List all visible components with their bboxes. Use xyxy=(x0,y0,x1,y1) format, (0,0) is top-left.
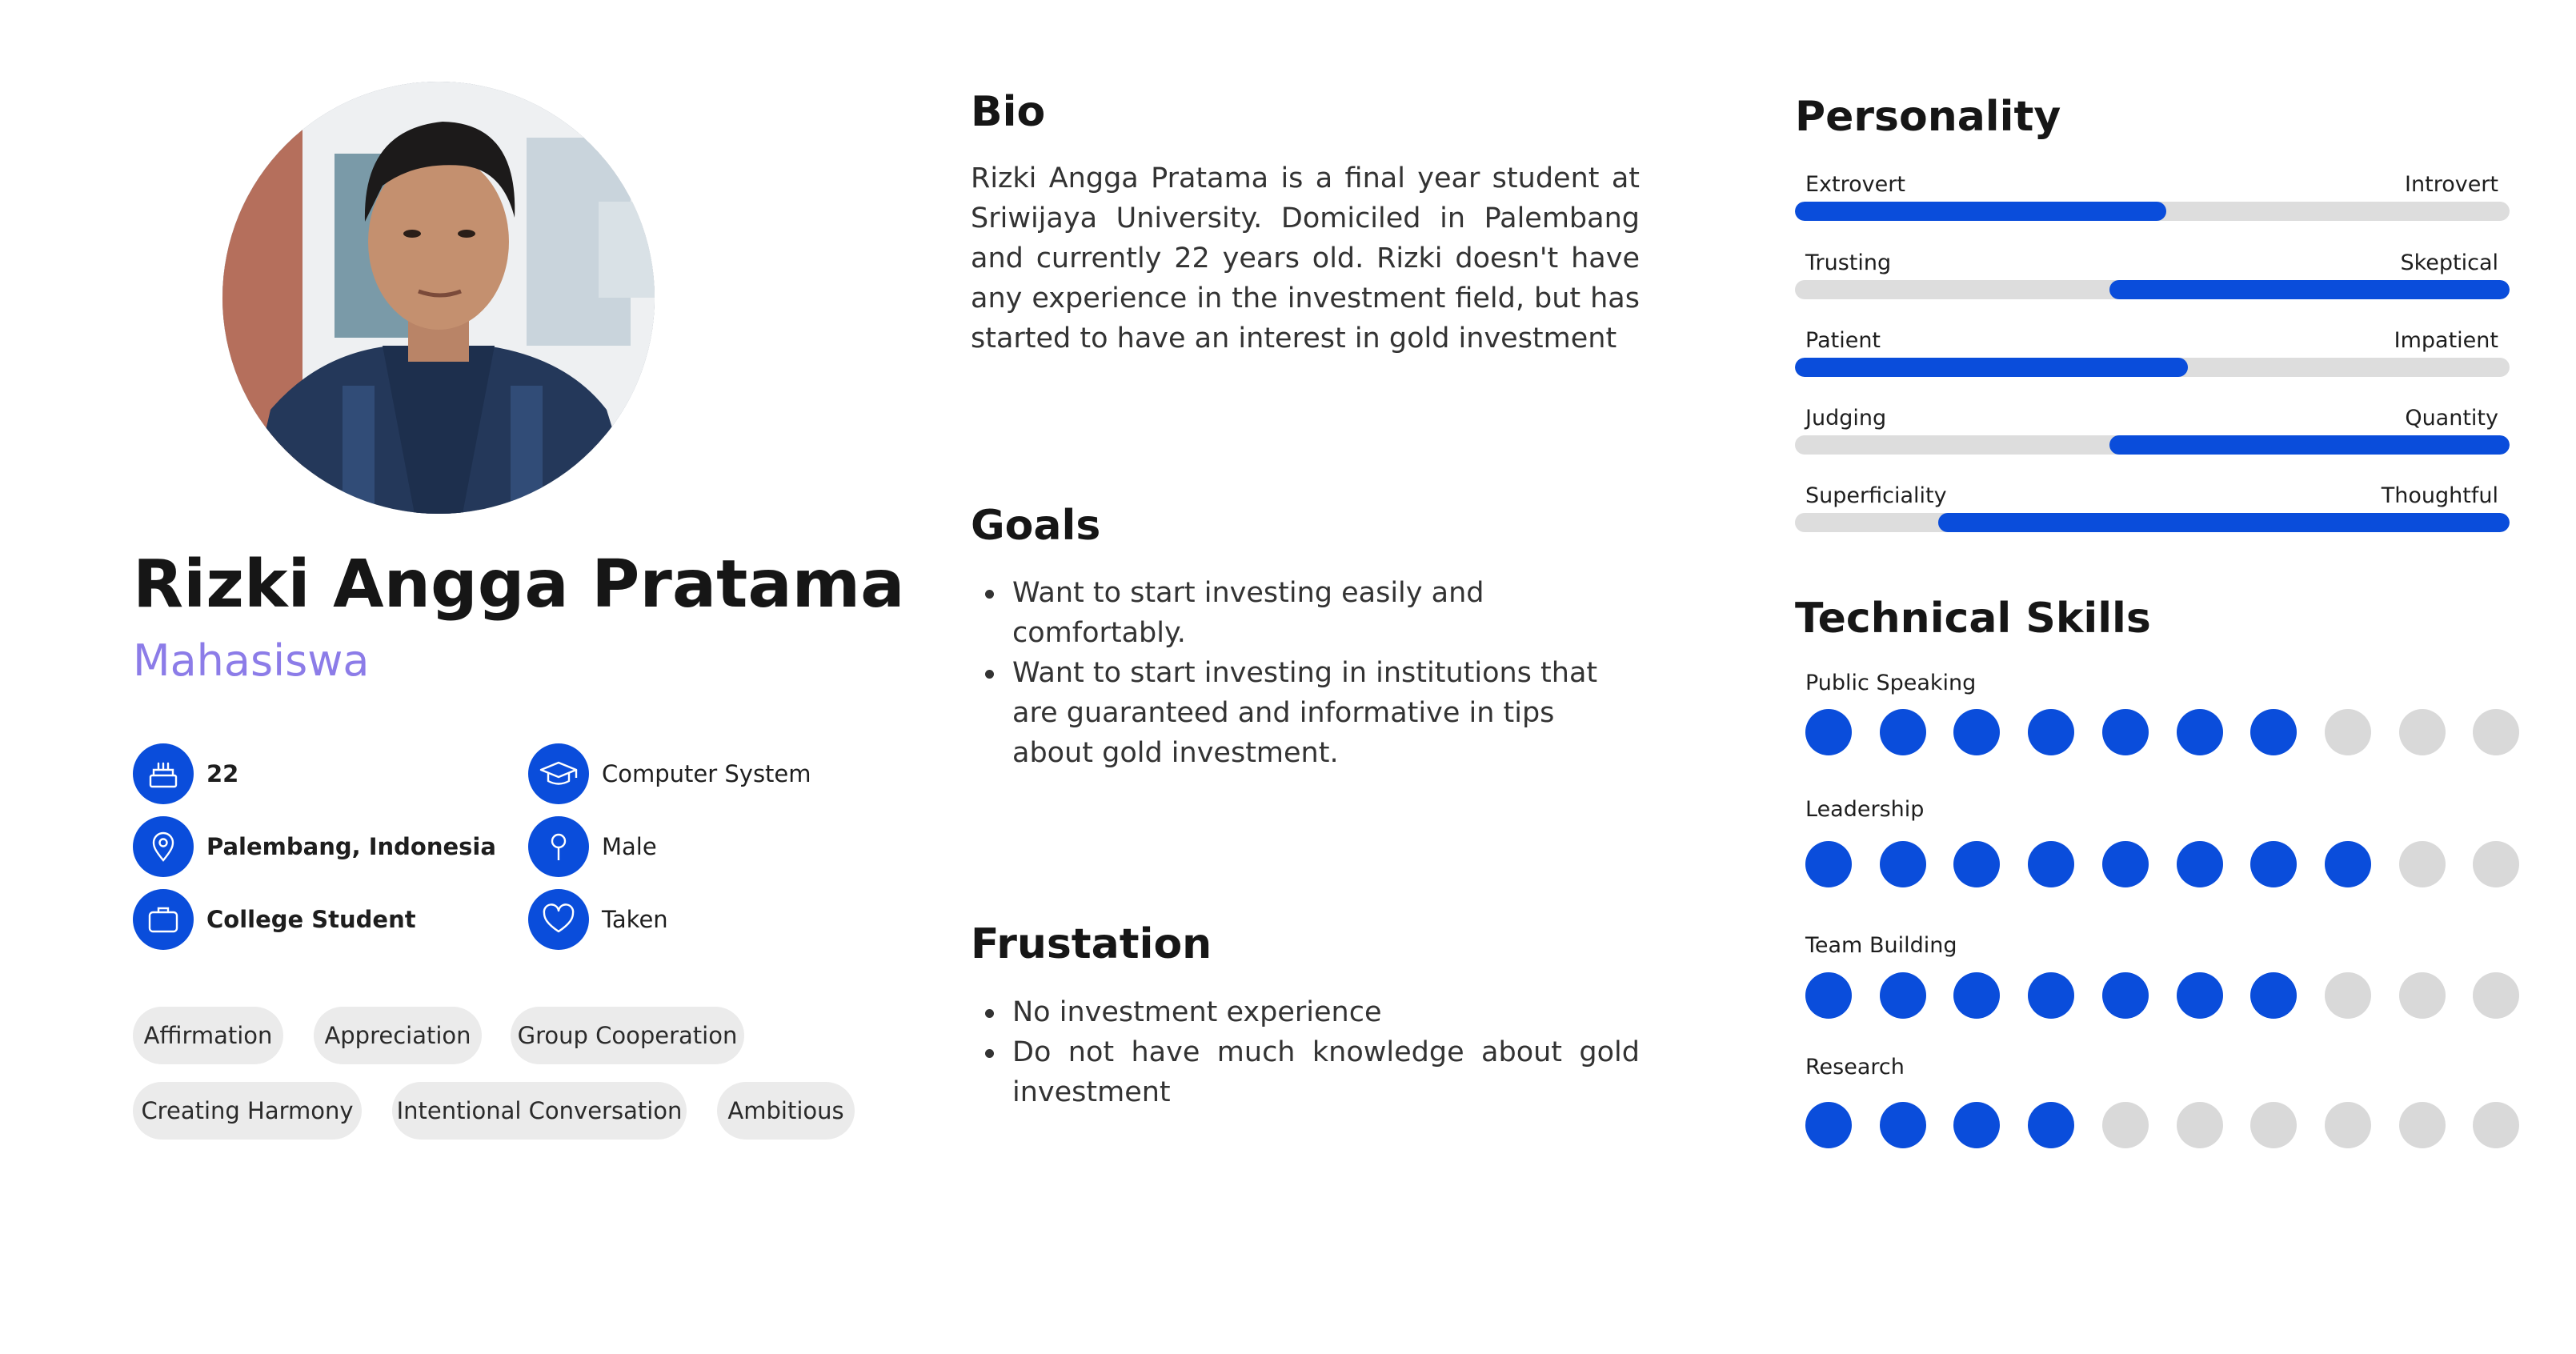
list-item: Do not have much knowledge about gold investment xyxy=(971,1032,1640,1112)
skill-rating-dot xyxy=(2325,972,2371,1019)
trait-slider-fill xyxy=(2109,435,2510,455)
skill-rating-dot xyxy=(2399,1102,2446,1148)
trait-left-label: Trusting xyxy=(1805,250,1892,275)
personality-title: Personality xyxy=(1795,93,2061,141)
skill-rating-dot xyxy=(1880,841,1926,887)
trait-right-label: Introvert xyxy=(2405,172,2498,197)
tag: Ambitious xyxy=(717,1082,855,1140)
avatar xyxy=(222,82,655,514)
skill-rating-dot xyxy=(1805,1102,1852,1148)
skill-rating-dot xyxy=(1880,709,1926,755)
list-item: Want to start investing easily and comfortably. xyxy=(971,573,1635,653)
persona-name: Rizki Angga Pratama xyxy=(133,547,905,623)
info-location xyxy=(133,815,496,879)
info-age xyxy=(133,742,238,806)
trait-left-label: Patient xyxy=(1805,328,1881,353)
skill-rating-dot xyxy=(2399,709,2446,755)
persona-role: Mahasiswa xyxy=(133,635,370,686)
info-major xyxy=(528,742,811,806)
skill-rating-dot xyxy=(2325,841,2371,887)
trait-slider xyxy=(1795,435,2510,455)
trait-slider xyxy=(1795,358,2510,377)
occupation-value: College Student xyxy=(206,906,416,933)
skill-rating-dot xyxy=(2102,1102,2149,1148)
skill-rating-dot xyxy=(1953,709,2000,755)
skill-rating-dot xyxy=(2102,841,2149,887)
skill-rating-dot xyxy=(2177,841,2223,887)
avatar-photo xyxy=(222,82,655,514)
skill-rating-dot xyxy=(1880,972,1926,1019)
trait-left-label: Judging xyxy=(1805,406,1887,431)
trait-right-label: Thoughtful xyxy=(2381,483,2498,508)
trait-slider xyxy=(1795,202,2510,221)
skill-rating-dot xyxy=(1953,1102,2000,1148)
trait-slider xyxy=(1795,280,2510,299)
skill-rating-dot xyxy=(2473,841,2519,887)
goals-list xyxy=(971,573,1635,773)
skill-rating-dot xyxy=(2028,972,2074,1019)
skill-rating-dot xyxy=(2177,972,2223,1019)
info-occupation xyxy=(133,887,416,951)
tag: Affirmation xyxy=(133,1007,283,1064)
cake-icon xyxy=(133,743,194,804)
bio-title: Bio xyxy=(971,88,1046,136)
skill-rating-dot xyxy=(2028,1102,2074,1148)
skill-rating-dot xyxy=(2250,972,2297,1019)
skill-rating-dot xyxy=(1953,972,2000,1019)
bio-text: Rizki Angga Pratama is a final year student at Sriwijaya University. Domiciled in Palembang and currently 22 years old. Rizki doesn't have any experience in the investment field, but has started to have an interest in gold investment xyxy=(971,162,1640,355)
tag: Creating Harmony xyxy=(133,1082,362,1140)
briefcase-icon xyxy=(133,889,194,950)
skill-rating-dot xyxy=(2473,1102,2519,1148)
gender-value: Male xyxy=(602,833,657,860)
trait-right-label: Impatient xyxy=(2394,328,2498,353)
skill-rating-dot xyxy=(2028,841,2074,887)
skill-label: Team Building xyxy=(1805,933,1957,958)
skill-rating-dot xyxy=(2250,841,2297,887)
skill-rating-dot xyxy=(1805,709,1852,755)
goals-title: Goals xyxy=(971,502,1101,550)
skill-rating-dot xyxy=(2473,972,2519,1019)
trait-slider-fill xyxy=(1795,202,2166,221)
skill-rating-dot xyxy=(2177,709,2223,755)
skill-rating-dot xyxy=(1953,841,2000,887)
list-item: Want to start investing in institutions that are guaranteed and informative in tips about gold investment. xyxy=(971,653,1635,773)
skill-label: Leadership xyxy=(1805,797,1925,822)
heart-icon xyxy=(528,889,589,950)
trait-slider xyxy=(1795,513,2510,532)
graduation-cap-icon xyxy=(528,743,589,804)
skill-rating-dot xyxy=(2028,709,2074,755)
tag: Intentional Conversation xyxy=(392,1082,687,1140)
skill-rating-dot xyxy=(1805,972,1852,1019)
trait-slider-fill xyxy=(1795,358,2188,377)
trait-left-label: Extrovert xyxy=(1805,172,1905,197)
skill-rating-dot xyxy=(2102,972,2149,1019)
skill-rating-dot xyxy=(1805,841,1852,887)
skill-rating-dot xyxy=(2325,709,2371,755)
list-item: No investment experience xyxy=(971,992,1640,1032)
tag: Appreciation xyxy=(314,1007,482,1064)
skill-rating-dot xyxy=(1880,1102,1926,1148)
skill-rating-dot xyxy=(2250,709,2297,755)
frustration-title: Frustation xyxy=(971,920,1212,968)
major-value: Computer System xyxy=(602,760,811,787)
skill-label: Public Speaking xyxy=(1805,671,1977,695)
info-gender xyxy=(528,815,657,879)
skills-title: Technical Skills xyxy=(1795,595,2151,643)
tag: Group Cooperation xyxy=(511,1007,744,1064)
skill-rating-dot xyxy=(2325,1102,2371,1148)
skill-rating-dot xyxy=(2177,1102,2223,1148)
age-value: 22 xyxy=(206,760,239,787)
frustration-list xyxy=(971,992,1640,1112)
trait-slider-fill xyxy=(2109,280,2510,299)
location-pin-icon xyxy=(133,816,194,877)
trait-left-label: Superficiality xyxy=(1805,483,1947,508)
trait-slider-fill xyxy=(1938,513,2510,532)
skill-label: Research xyxy=(1805,1055,1905,1080)
status-value: Taken xyxy=(602,906,668,933)
male-symbol-icon xyxy=(528,816,589,877)
trait-right-label: Skeptical xyxy=(2400,250,2498,275)
skill-rating-dot xyxy=(2473,709,2519,755)
info-status xyxy=(528,887,668,951)
trait-right-label: Quantity xyxy=(2405,406,2498,431)
skill-rating-dot xyxy=(2399,972,2446,1019)
location-value: Palembang, Indonesia xyxy=(206,833,496,860)
skill-rating-dot xyxy=(2399,841,2446,887)
skill-rating-dot xyxy=(2250,1102,2297,1148)
skill-rating-dot xyxy=(2102,709,2149,755)
